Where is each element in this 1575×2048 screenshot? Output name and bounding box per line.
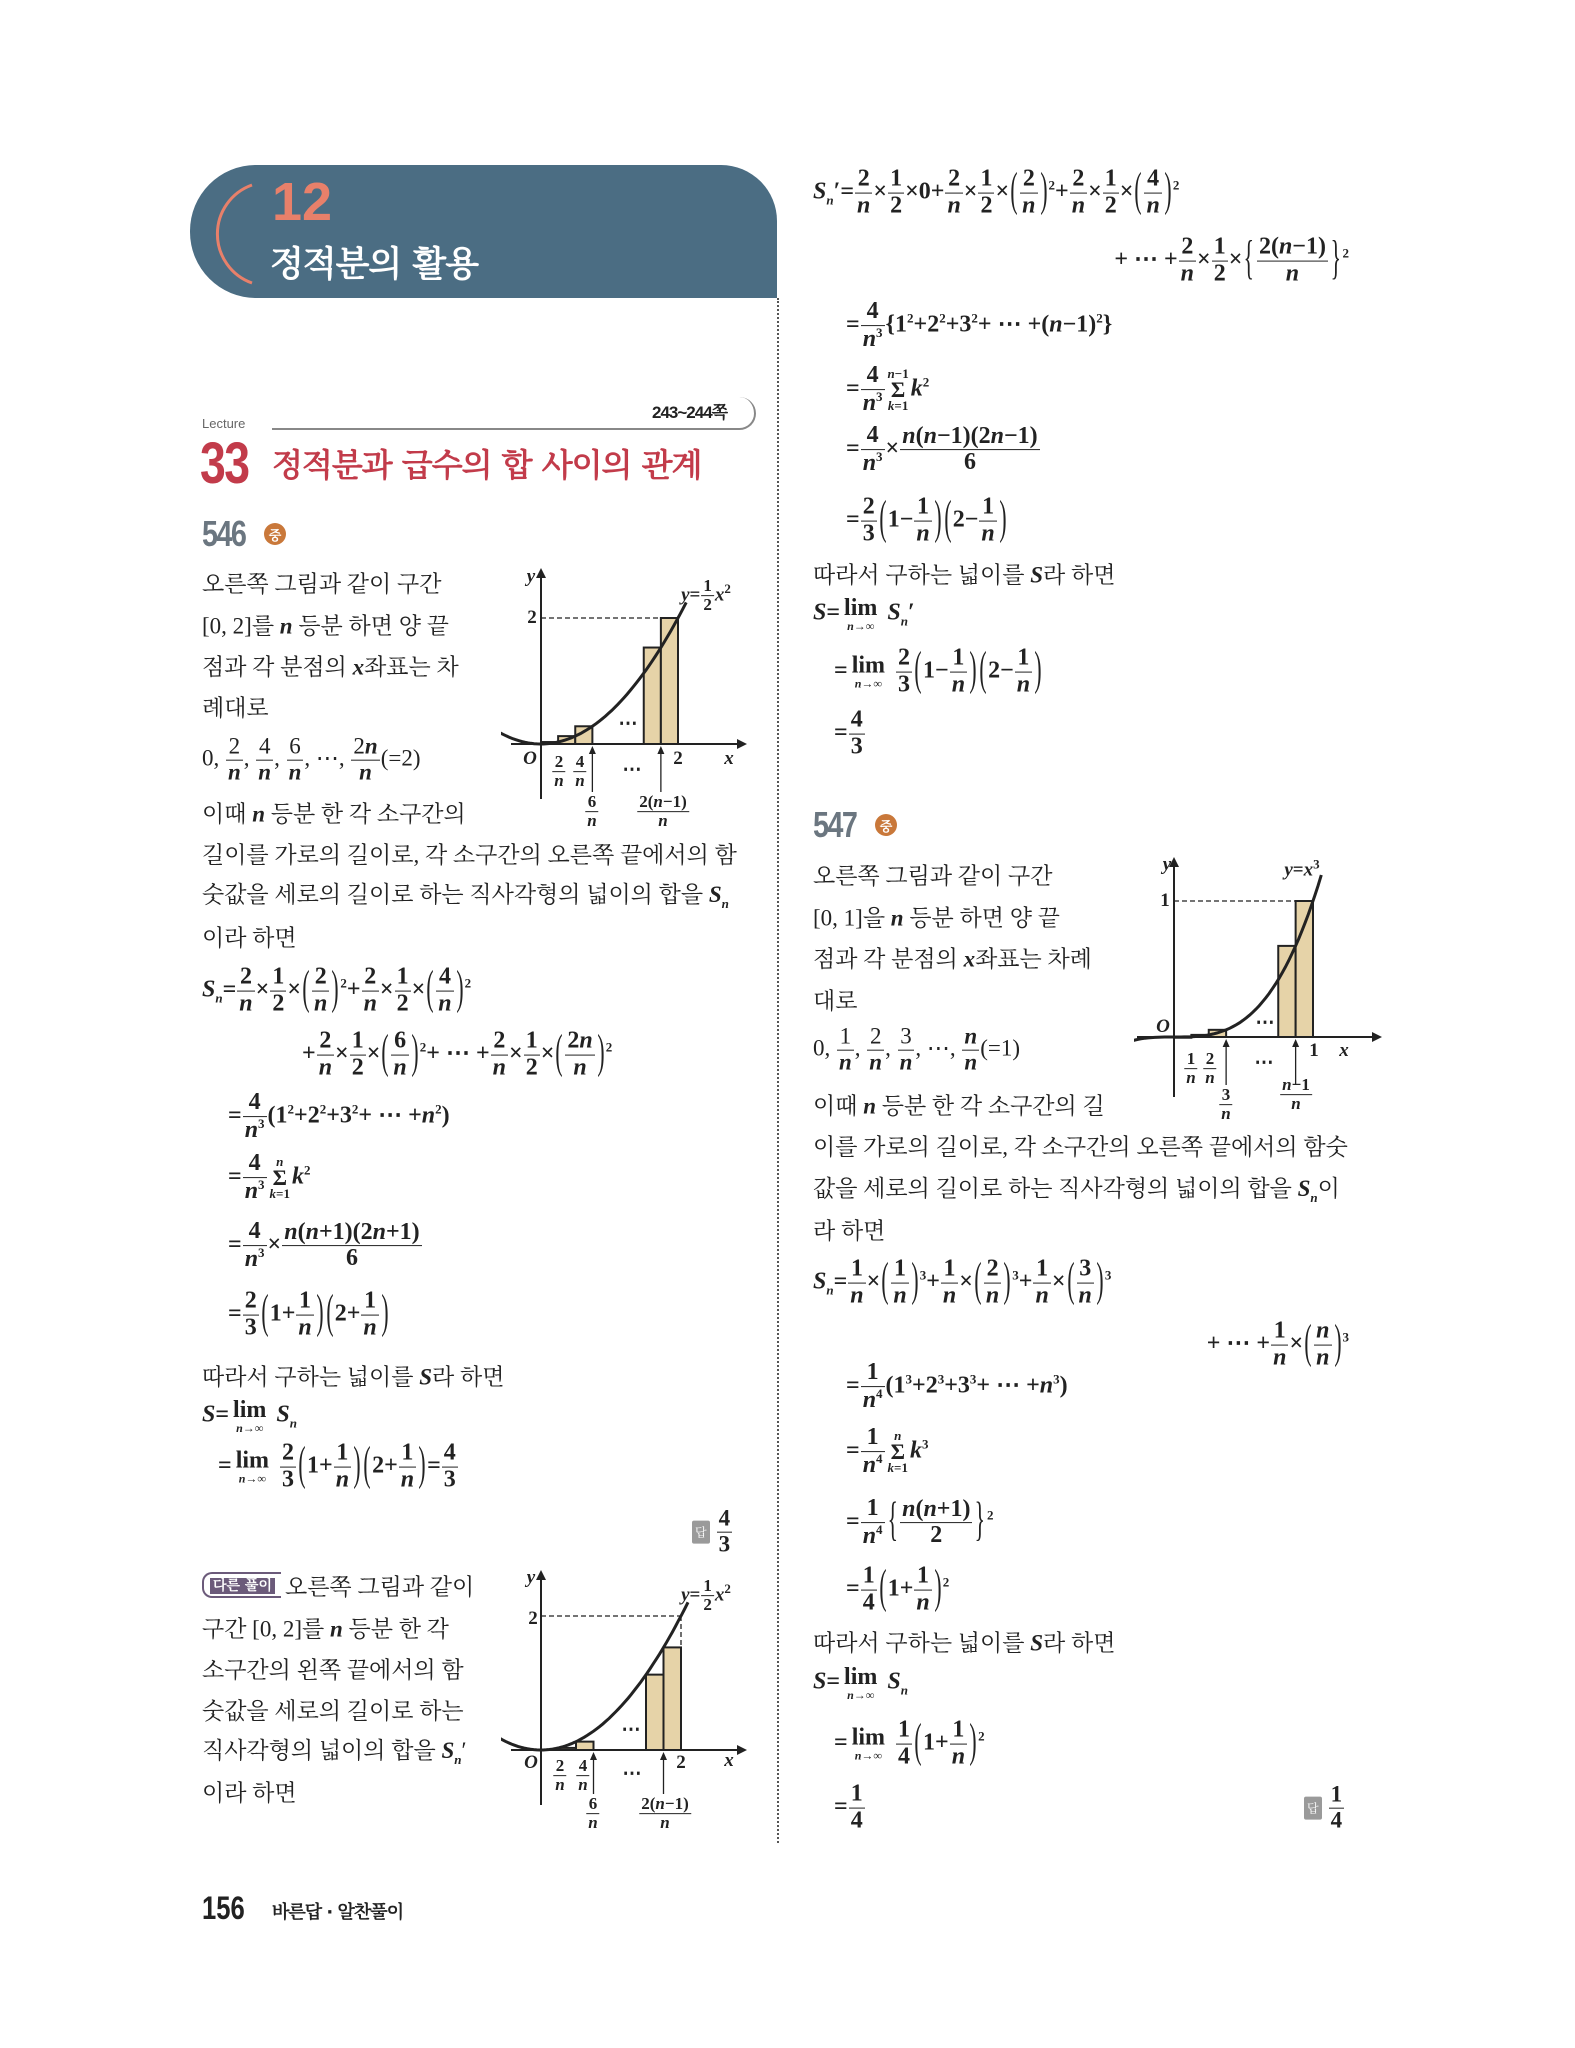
x-axis-arrow (737, 1745, 747, 1755)
lecture-label: Lecture (202, 416, 246, 431)
equation-line: = $\frac{4}{n^3}$ ($1^2+2^2+3^2+$ ⋯ $+n^2$) (228, 1089, 450, 1143)
equation-line: = $\frac{1}{n^4}$ { $\frac{n(n+1)}{2}$ } $^2$ (846, 1495, 994, 1549)
curve-equation-label: y= $\frac{1}{2}$ $x^2$ (681, 1576, 731, 1615)
equation-line: S= lim n→∞ $S_n$ (813, 1664, 908, 1702)
origin-label: O (1156, 1016, 1170, 1037)
graph-546-right-riemann (501, 544, 771, 844)
x-tick-label: 2 (676, 1752, 686, 1773)
equation-line: = $\frac{4}{n^3}$ × $\frac{n(n+1)(2n+1)}{6}$ (228, 1218, 420, 1272)
problem-text: 대로 (813, 988, 858, 1014)
tick-fraction-label: $\frac{n-1}{n}$ (1282, 1075, 1310, 1114)
equation-line: = $\frac{4}{n^3}$ n−1 Σ k=1 $k^2$ (846, 362, 930, 416)
tick-pointer-head (1223, 1039, 1230, 1047)
alt-text: 직사각형의 넓이의 합을 $S_n'$ (202, 1738, 467, 1767)
answer-value: $\frac{1}{4}$ (1330, 1781, 1343, 1833)
equation-line: = lim n→∞ $\frac{1}{4}$ (1+ $\frac{1}{n}$ )$^2$ (834, 1716, 985, 1770)
x-tick-label: 1 (1309, 1040, 1319, 1061)
equation-line: = $\frac{2}{3}$ (1− $\frac{1}{n}$ ) (2− $\frac{1}{n}$ ) (846, 493, 1007, 547)
problem-text: 0, $\frac{1}{n}$ , $\frac{2}{n}$ , $\frac{3}{n}$ , ⋯, $\frac{n}{n}$ (=1) (813, 1023, 1020, 1075)
y-axis-label: y (526, 1567, 536, 1588)
problem-text: 길이를 가로의 길이로, 각 소구간의 오른쪽 끝에서의 함 (202, 842, 737, 868)
problem-text: 이때 n 등분 한 각 소구간의 길 (813, 1093, 1105, 1119)
curve-equation-label: $y=x^3$ (1284, 856, 1320, 881)
x-axis-arrow (737, 739, 747, 749)
problem-text: 값을 세로의 길이로 하는 직사각형의 넓이의 합을 $S_n$이 (813, 1176, 1340, 1205)
equation-line: = $\frac{4}{3}$ (834, 706, 863, 760)
book-title: 바른답 · 알찬풀이 (272, 1902, 404, 1923)
axis-ellipsis: ⋯ (1254, 1052, 1274, 1074)
y-axis-arrow (536, 568, 546, 578)
origin-label: O (523, 748, 537, 769)
tick-fraction-label: $\frac{2(n-1)}{n}$ (639, 792, 687, 831)
riemann-rect (576, 1742, 594, 1750)
alt-text: 소구간의 왼쪽 끝에서의 함 (202, 1657, 464, 1683)
problem-text: 이때 n 등분 한 각 소구간의 (202, 801, 466, 827)
problem-text: 점과 각 분점의 x좌표는 차 (202, 654, 459, 680)
x-tick-label: 2 (673, 748, 683, 769)
x-axis-arrow (1372, 1032, 1382, 1042)
x-axis-label: x (724, 748, 734, 769)
problem-text: 점과 각 분점의 x좌표는 차례 (813, 946, 1092, 972)
y-axis-arrow (536, 1570, 546, 1580)
tick-fraction-label: $\frac{2}{n}$ (555, 1756, 565, 1795)
equation-line: = $\frac{4}{n^3}$ {$1^2+2^2+3^2+$ ⋯ $+(n-1)^2$} (846, 298, 1113, 352)
difficulty-badge: 중 (875, 814, 897, 836)
equation-line: $S_n=$ $\frac{2}{n}$ × $\frac{1}{2}$ ×( $\frac{2}{n}$ )$^2$+ $\frac{2}{n}$ × $\frac{1}{2}$ ×( $\frac{4}{n}$ )$^2$ (202, 963, 472, 1017)
problem-text: [0, 2]를 n 등분 하면 양 끝 (202, 613, 449, 639)
equation-line: = $\frac{2}{3}$ (1+ $\frac{1}{n}$ ) (2+ $\frac{1}{n}$ ) (228, 1287, 389, 1341)
equation-line: = lim n→∞ $\frac{2}{3}$ (1+ $\frac{1}{n}$ ) (2+ $\frac{1}{n}$ )= $\frac{4}{3}$ (218, 1439, 456, 1493)
lecture-pages: 243~244쪽 (652, 403, 728, 422)
difficulty-badge: 중 (264, 523, 286, 545)
equation-line: = $\frac{4}{n^3}$ n Σ k=1 $k^2$ (228, 1150, 311, 1204)
riemann-rect (1278, 946, 1295, 1037)
answer-badge: 답 (1304, 1797, 1322, 1820)
rect-ellipsis: ⋯ (621, 1719, 641, 1741)
tick-pointer-head (657, 746, 664, 754)
tick-fraction-label: $\frac{6}{n}$ (588, 1794, 598, 1833)
x-axis-label: x (1339, 1040, 1349, 1061)
equation-line: = $\frac{4}{n^3}$ × $\frac{n(n-1)(2n-1)}{6}$ (846, 422, 1038, 476)
tick-pointer-head (660, 1752, 667, 1760)
tick-fraction-label: $\frac{2(n-1)}{n}$ (641, 1794, 689, 1833)
y-tick-label: 2 (527, 607, 537, 628)
riemann-rect (646, 1675, 664, 1750)
problem-text: 숫값을 세로의 길이로 하는 직사각형의 넓이의 합을 $S_n$ (202, 882, 729, 911)
tick-fraction-label: $\frac{2}{n}$ (1205, 1049, 1215, 1088)
y-tick-label: 2 (528, 1608, 538, 1629)
tick-fraction-label: $\frac{6}{n}$ (587, 792, 597, 831)
problem-text: 이를 가로의 길이로, 각 소구간의 오른쪽 끝에서의 함숫 (813, 1134, 1348, 1160)
axis-ellipsis: ⋯ (622, 759, 642, 781)
equation-line: = $\frac{1}{4}$ (834, 1780, 863, 1834)
problem-text: [0, 1]을 n 등분 하면 양 끝 (813, 905, 1060, 931)
y-axis-label: y (1162, 854, 1172, 875)
alt-text: 구간 [0, 2]를 n 등분 한 각 (202, 1616, 449, 1642)
y-axis-label: y (526, 566, 536, 587)
riemann-rect (661, 618, 678, 744)
equation-line: = $\frac{1}{4}$ (1+ $\frac{1}{n}$ )$^2$ (846, 1562, 950, 1616)
answer-badge: 답 (692, 1521, 710, 1544)
lecture-title: 정적분과 급수의 합 사이의 관계 (272, 446, 702, 484)
curve-equation-label: y= $\frac{1}{2}$ $x^2$ (681, 576, 731, 615)
alt-solution-tag (202, 1572, 281, 1598)
riemann-rect (664, 1647, 682, 1750)
alt-text: 숫값을 세로의 길이로 하는 (202, 1698, 464, 1724)
tick-fraction-label: $\frac{2}{n}$ (554, 752, 564, 791)
equation-line: + $\frac{2}{n}$ × $\frac{1}{2}$ ×( $\frac{6}{n}$ )$^2$+ ⋯ + $\frac{2}{n}$ × $\frac{1}{2}$ ×( $\frac{2n}{n}$ )$^2$ (302, 1027, 613, 1081)
problem-547-header (813, 804, 897, 846)
problem-text: 오른쪽 그림과 같이 구간 (813, 863, 1053, 889)
conclusion-text: 따라서 구하는 넓이를 S라 하면 (202, 1364, 505, 1390)
graph-546-left-riemann (501, 1550, 771, 1850)
alt-text: 오른쪽 그림과 같이 (285, 1574, 475, 1600)
graph-547-right-riemann (1134, 837, 1404, 1137)
problem-number: 546 (202, 513, 246, 554)
chapter-title: 정적분의 활용 (270, 245, 479, 285)
rect-ellipsis: ⋯ (618, 713, 638, 735)
alt-text: 이라 하면 (202, 1780, 297, 1806)
answer-547 (1304, 1783, 1345, 1834)
equation-line: + ⋯ + $\frac{2}{n}$ × $\frac{1}{2}$ ×{ $\frac{2(n-1)}{n}$ } $^2$ (1114, 233, 1349, 287)
equation-line: = $\frac{1}{n^4}$ ($1^3+2^3+3^3+$ ⋯ $+n^3$) (846, 1359, 1068, 1413)
tick-fraction-label: $\frac{1}{n}$ (1186, 1049, 1196, 1088)
column-divider (777, 298, 779, 1843)
tick-pointer-head (589, 746, 596, 754)
answer-value: $\frac{4}{3}$ (718, 1505, 731, 1557)
y-tick-label: 1 (1160, 890, 1170, 911)
problem-text: 이라 하면 (202, 925, 297, 951)
conclusion-text: 따라서 구하는 넓이를 S라 하면 (813, 562, 1116, 588)
rect-ellipsis: ⋯ (1255, 1012, 1275, 1034)
equation-line: = lim n→∞ $\frac{2}{3}$ (1− $\frac{1}{n}$ ) (2− $\frac{1}{n}$ ) (834, 644, 1042, 698)
tick-fraction-label: $\frac{4}{n}$ (575, 752, 585, 791)
equation-line: + ⋯ + $\frac{1}{n}$ ×( $\frac{n}{n}$ )$^3$ (1206, 1317, 1349, 1371)
tick-fraction-label: $\frac{4}{n}$ (578, 1756, 588, 1795)
equation-line: $S_n=$ $\frac{1}{n}$ ×( $\frac{1}{n}$ )$^3$+ $\frac{1}{n}$ ×( $\frac{2}{n}$ )$^3$+ $\frac{1}{n}$ ×( $\frac{3}{n}$ )$^3$ (813, 1255, 1112, 1309)
page-number: 156 (202, 1890, 245, 1926)
chapter-number: 12 (272, 172, 333, 232)
problem-number: 547 (813, 804, 857, 845)
problem-text: 라 하면 (813, 1218, 886, 1244)
equation-line: = $\frac{1}{n^4}$ n Σ k=1 $k^3$ (846, 1424, 929, 1478)
alt-solution-tag-label: 다른 풀이 (210, 1578, 275, 1594)
problem-text: 례대로 (202, 695, 269, 721)
equation-line: S= lim n→∞ $S_n$ (202, 1397, 297, 1435)
origin-label: O (524, 1752, 538, 1773)
problem-546-header (202, 513, 286, 555)
chapter-banner (190, 165, 777, 298)
equation-line: $S_n'=$ $\frac{2}{n}$ × $\frac{1}{2}$ ×0+ $\frac{2}{n}$ × $\frac{1}{2}$ ×( $\frac{2}{n}$ )$^2$+ $\frac{2}{n}$ × $\frac{1}{2}$ ×( $\frac{4}{n}$ )$^2$ (813, 165, 1180, 219)
tick-pointer-head (590, 1752, 597, 1760)
axis-ellipsis: ⋯ (622, 1763, 642, 1785)
lecture-number: 33 (200, 431, 249, 496)
conclusion-text: 따라서 구하는 넓이를 S라 하면 (813, 1630, 1116, 1656)
tick-fraction-label: $\frac{3}{n}$ (1221, 1085, 1231, 1124)
problem-text: 0, $\frac{2}{n}$ , $\frac{4}{n}$ , $\frac{6}{n}$ , ⋯, $\frac{2n}{n}$ (=2) (202, 733, 421, 785)
problem-text: 오른쪽 그림과 같이 구간 (202, 571, 442, 597)
tick-pointer-head (1292, 1039, 1299, 1047)
x-axis-label: x (724, 1750, 734, 1771)
equation-line: S= lim n→∞ $S_n'$ (813, 595, 915, 633)
